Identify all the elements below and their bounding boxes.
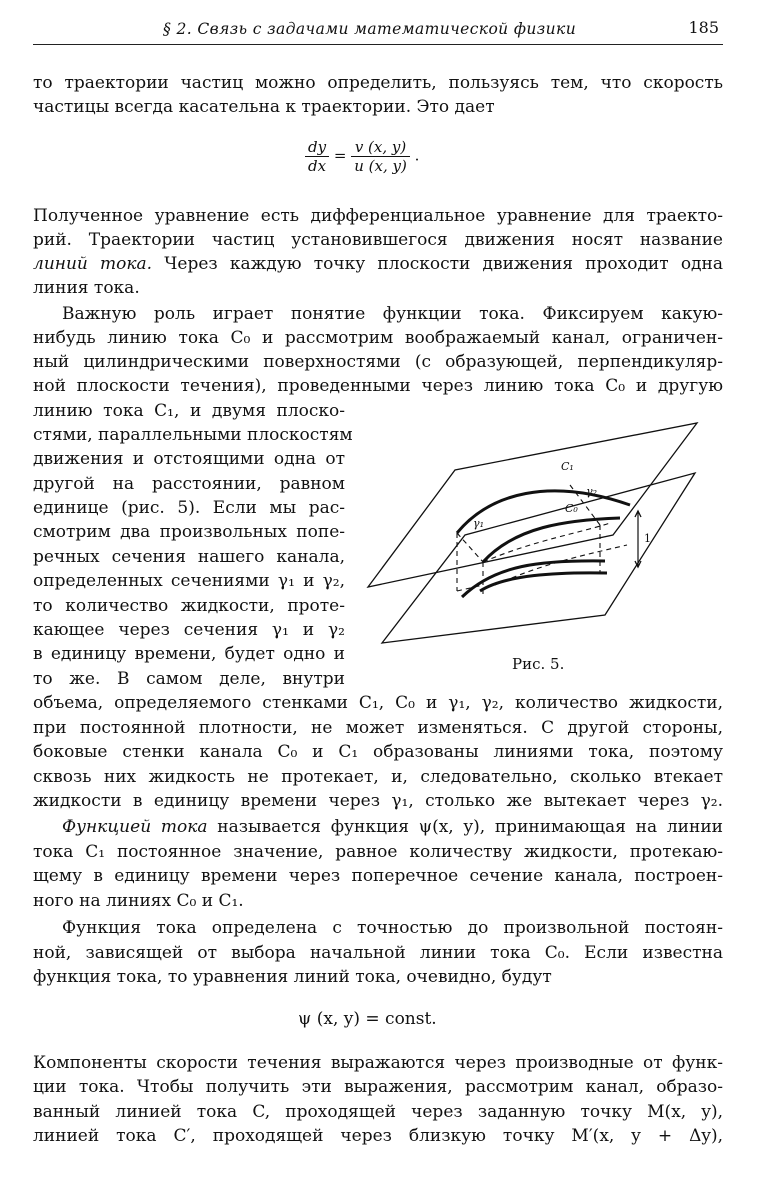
text-line: тока C₁ постоянное значение, равное количеству жидкости, протекаю-: [33, 842, 723, 862]
page-number: 185: [688, 18, 719, 37]
text-line: смотрим два произвольных попе-: [33, 522, 345, 542]
label-c0: C₀: [565, 502, 578, 515]
text-line: объема, определяемого стенками C₁, C₀ и γ₁, γ₂, количество жидкости,: [33, 693, 723, 713]
text-line: стями, параллельными плоскостям: [33, 425, 353, 445]
equals-sign: =: [333, 146, 347, 165]
text-line: единице (рис. 5). Если мы рас-: [33, 498, 345, 518]
text-line: Полученное уравнение есть дифференциальное уравнение для траекто-: [33, 206, 723, 226]
text-line: то количество жидкости, проте-: [33, 596, 345, 616]
text-line: кающее через сечения γ₁ и γ₂: [33, 620, 345, 640]
text-line: Важную роль играет понятие функции тока. Фиксируем какую-: [62, 304, 723, 324]
text-line: при постоянной плотности, не может изменяться. С другой стороны,: [33, 718, 723, 738]
text-line: ного на линиях C₀ и C₁.: [33, 891, 244, 911]
period: .: [414, 146, 420, 165]
text-line: движения и отстоящими одна от: [33, 449, 345, 469]
figure-stream-channel: [365, 415, 705, 650]
text-line: частицы всегда касательна к траектории. Это дает: [33, 97, 495, 117]
label-gamma2: γ₂: [586, 485, 597, 498]
text-line: то траектории частиц можно определить, пользуясь тем, что скорость: [33, 73, 723, 93]
formula-trajectory: [305, 138, 419, 175]
fraction-numerator: dy: [305, 138, 329, 157]
curve-c0-lower: [480, 573, 607, 591]
text-line: рий. Траектории частиц установившегося движения носят название: [33, 230, 723, 250]
fraction-numerator: v (x, y): [351, 138, 410, 157]
text-line: другой на расстоянии, равном: [33, 474, 345, 494]
text-line: жидкости в единицу времени через γ₁, столько же вытекает через γ₂.: [33, 791, 723, 811]
label-unit-height: 1: [644, 532, 651, 545]
label-c1: C₁: [561, 460, 574, 473]
text-span: называется функция ψ(x, y), принимающая на линии: [207, 817, 723, 837]
fraction-dy-dx: [305, 138, 329, 175]
text-line: нибудь линию тока C₀ и рассмотрим воображаемый канал, ограничен-: [33, 328, 723, 348]
text-line: Компоненты скорости течения выражаются через производные от функ-: [33, 1053, 723, 1073]
fraction-v-u: [351, 138, 410, 175]
running-header: [33, 18, 723, 45]
text-line: то же. В самом деле, внутри: [33, 669, 345, 689]
text-line: ции тока. Чтобы получить эти выражения, рассмотрим канал, образо-: [33, 1077, 723, 1097]
text-line: функция тока, то уравнения линий тока, очевидно, будут: [33, 967, 552, 987]
fraction-denominator: u (x, y): [354, 157, 407, 175]
text-line: определенных сечениями γ₁ и γ₂,: [33, 571, 345, 591]
text-line: ванный линией тока C, проходящей через заданную точку M(x, y),: [33, 1102, 723, 1122]
label-gamma1: γ₁: [473, 517, 484, 530]
text-line: ной плоскости течения), проведенными через линию тока C₀ и другую: [33, 376, 723, 396]
emphasis: Функцией тока: [62, 817, 208, 837]
text-line: ный цилиндрическими поверхностями (с образующей, перпендикуляр-: [33, 352, 723, 372]
text-line: линия тока.: [33, 278, 140, 298]
text-line: в единицу времени, будет одно и: [33, 644, 345, 664]
text-line: Функция тока определена с точностью до произвольной постоян-: [62, 918, 723, 938]
formula-stream-lines: ψ (x, y) = const.: [298, 1009, 437, 1029]
lower-plane: [382, 473, 695, 643]
figure-caption: Рис. 5.: [512, 655, 565, 673]
text-line: [62, 816, 723, 838]
text-line: щему в единицу времени через поперечное сечение канала, построен-: [33, 866, 723, 886]
text-line: линией тока C′, проходящей через близкую точку M′(x, y + Δy),: [33, 1126, 723, 1146]
text-line: сквозь них жидкость не протекает, и, следовательно, сколько втекает: [33, 767, 723, 787]
emphasis: линий тока.: [33, 254, 153, 274]
upper-plane: [368, 423, 697, 587]
text-span: Через каждую точку плоскости движения проходит одна: [152, 254, 723, 274]
text-line: линию тока C₁, и двумя плоско-: [33, 401, 345, 421]
text-line: ной, зависящей от выбора начальной линии тока C₀. Если известна: [33, 943, 723, 963]
header-title: § 2. Связь с задачами математической физики: [163, 20, 577, 38]
dashed-curve: [483, 523, 610, 562]
text-line: речных сечения нашего канала,: [33, 547, 345, 567]
text-line: боковые стенки канала C₀ и C₁ образованы линиями тока, поэтому: [33, 742, 723, 762]
text-line: [33, 253, 723, 275]
dashed-edge: [457, 533, 483, 562]
fraction-denominator: dx: [308, 157, 327, 175]
